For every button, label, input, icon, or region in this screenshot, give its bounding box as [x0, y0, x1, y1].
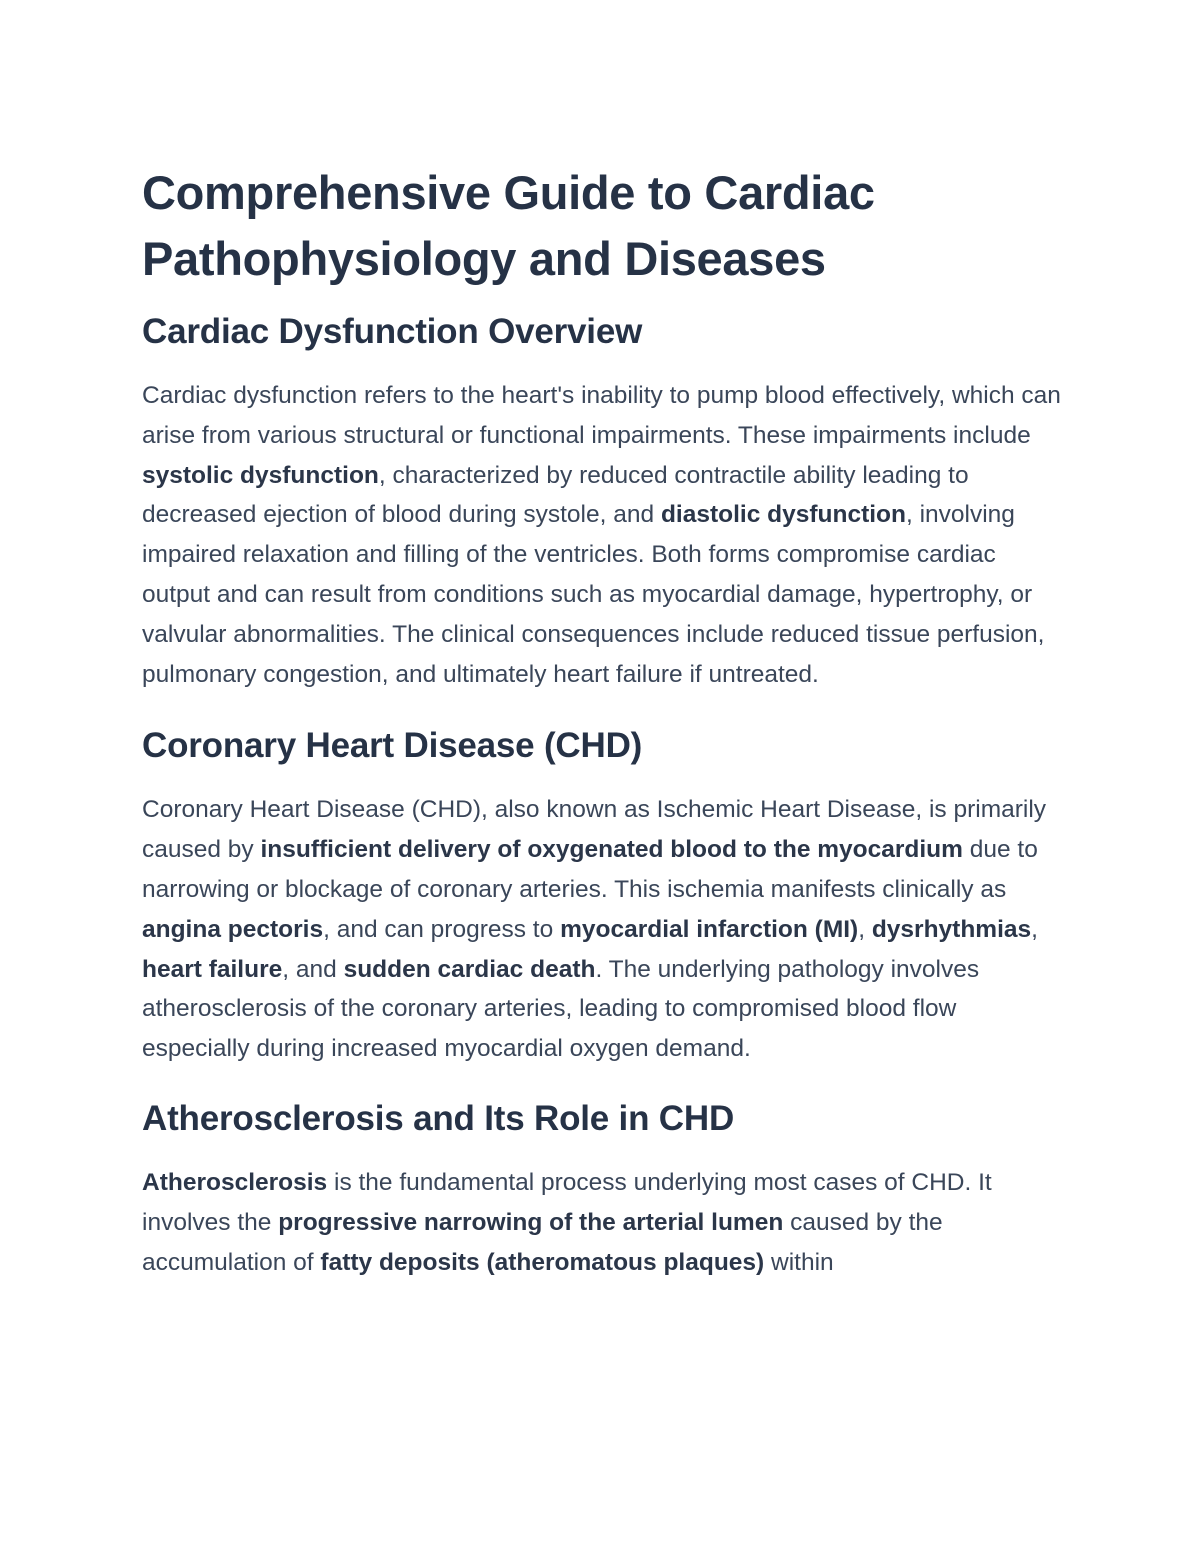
- bold-term: heart failure: [142, 955, 283, 983]
- text-run: ,: [858, 915, 872, 943]
- section-heading-chd: Coronary Heart Disease (CHD): [142, 726, 643, 766]
- text-run: is the fundamental process underlying most cases of CHD. It involves the: [142, 1168, 992, 1236]
- text-run: , characterized by reduced contractile ability leading to decreased ejection of blood during systole, and: [142, 461, 969, 529]
- text-run: , involving impaired relaxation and filling of the ventricles. Both forms compromise cardiac output and can result from conditions such as myocardial damage, hypertrophy, or valvular abnormalities. The clinical consequences include reduced tissue perfusion, pulmonary congestion, and ultimately heart failure if untreated.: [142, 501, 1045, 688]
- bold-term: systolic dysfunction: [142, 461, 379, 489]
- text-run: ,: [1031, 915, 1038, 943]
- bold-term: dysrhythmias: [871, 915, 1032, 943]
- bold-term: Atherosclerosis: [142, 1168, 328, 1196]
- text-run: within: [764, 1248, 834, 1276]
- section-heading-atherosclerosis: Atherosclerosis and Its Role in CHD: [142, 1098, 735, 1138]
- document-page: [142, 160, 1062, 1282]
- bold-term: diastolic dysfunction: [660, 501, 906, 529]
- text-run: due to narrowing or blockage of coronary arteries. This ischemia manifests clinically as: [142, 836, 1038, 903]
- bold-term: myocardial infarction (MI): [560, 915, 859, 943]
- paragraph-atherosclerosis: [142, 1163, 1062, 1282]
- paragraph-chd: [142, 790, 1062, 1069]
- paragraph-cardiac-dysfunction: [142, 376, 1062, 694]
- bold-term: sudden cardiac death: [343, 955, 596, 983]
- text-run: . The underlying pathology involves atherosclerosis of the coronary arteries, leading to compromised blood flow especially during increased myocardial oxygen demand.: [142, 955, 980, 1063]
- bold-term: insufficient delivery of oxygenated blood to the myocardium: [260, 836, 963, 864]
- text-run: , and can progress to: [323, 915, 561, 943]
- page-title: Comprehensive Guide to Cardiac Pathophysiology and Diseases: [142, 166, 875, 285]
- bold-term: fatty deposits (atheromatous plaques): [320, 1248, 765, 1276]
- text-run: Cardiac dysfunction refers to the heart's inability to pump blood effectively, which can arise from various structural or functional impairments. These impairments include: [142, 382, 1061, 449]
- text-run: caused by the accumulation of: [142, 1208, 943, 1276]
- section-heading-cardiac-dysfunction: Cardiac Dysfunction Overview: [142, 312, 643, 351]
- bold-term: angina pectoris: [142, 915, 324, 943]
- text-run: Coronary Heart Disease (CHD), also known as Ischemic Heart Disease, is primarily caused by: [142, 796, 1047, 864]
- text-run: , and: [282, 955, 344, 983]
- bold-term: progressive narrowing of the arterial lumen: [278, 1208, 784, 1236]
